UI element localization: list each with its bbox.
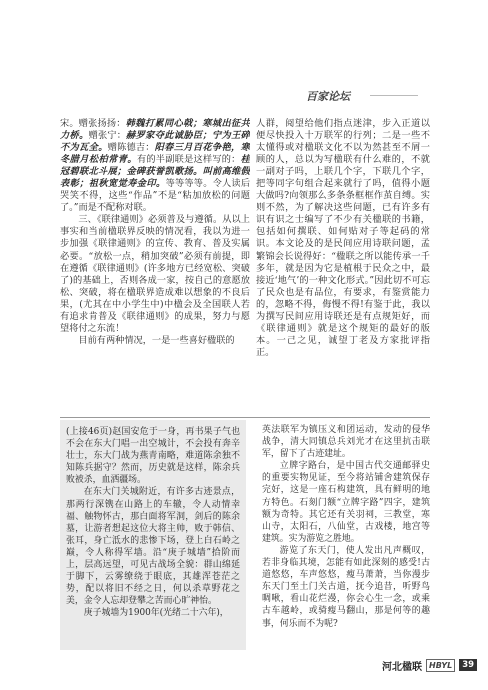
paragraph: 庚子城墙为1900年(光绪二十六年)， (83, 608, 229, 619)
paragraph: (上接46页)赵国安危于一身，再书果子气也不会在东大门唱一出空城计，不会投有奔辛壮士，东大门战为燕青南略，难道陈余独不知陈兵据守？然而，历史就是这样，陈余兵败被杀，血洒疆场。 (66, 427, 240, 486)
continued-article-column-right (262, 424, 430, 654)
paragraph: 三、《联律通则》必须普及与遵循。从以上事实和当前楹联界反映的情况看，我以为进一步加强《联律通则》的宣传、教育、普及实属必要。“放松一点，稍加突破”必须有前提，即在遵循《联律通则》(许多地方已经宽松、突破了)的基础上，否则各成一家，按自己的意愿放松、突破，将在楹联界造成难以想象的不良后果，(尤其在中小学生中)中楹会及全国联人若有追求肯普及《联律通则》的成果，努力与愿望将付之东流！ (60, 214, 250, 334)
paragraph: 游览了东天门，使人发出凡声概叹，若非身临其境，怎能有如此深刻的感受!古道悠悠，车声悠悠，瘦马萧萧，当你漫步东天门至土门关古道，抚今追昔，听野鸟啁啾，看山花烂漫，你会心生一念，或乘古车越岭，或骑瘦马翻山，那是何等的趣事，何乐而不为呢? (262, 545, 430, 629)
paragraph: 宋。赠张扬扬：韩魏打累同心戟；寒城出征共力桥。赠张宁：赫罗家夺此诚胁臣；宁为王碎不为瓦全。赠陈德吉：阳春三月百花争艳，寒冬腊月松柏常青。有的半副联是这样写的：桂冠碧联北斗展；金碑获誉凯歌扬。叫前高维假表彰；祖秋宽觉寿金印。等等等等。令人读后哭笑不得，这些“作品”不是“粘加放松的问题了。”而是不配称对联。 (60, 118, 250, 214)
paragraph: 目前有两种情况，一是一些喜好楹联的 (78, 334, 235, 346)
magazine-abbr: HBYL (426, 659, 455, 672)
continued-article-text (66, 426, 240, 620)
paragraph: 英法联军为镇压义和团运动，发动的侵华战争，清大同镇总兵刘光才在这里抗击联军，留下了古迹建址。 (262, 425, 430, 460)
page-footer (382, 658, 477, 672)
article-column-left (60, 118, 250, 418)
paragraph: 人群，阅望给他们指点迷津，步入正道以便尽快投入十万联军的行列；二是一些不太懂得或对楹联文化不以为然甚至不屑一顾的人，总以为写楹联有什么难的，不就一副对子吗，上联几个字，下联几个字，把等同字句组合起来就行了吗，值得小题大做吗?向领那么多条条框框作茧自缚。实则不然，为了解决这些问题，已有许多有识有识之士编写了不少有关楹联的书籍，包括如何撰联、如何贴对子等起码的常识。本文论及的是民间应用诗联问题，孟繁锦会长说得好：“楹联之所以能传承一千多年，就是因为它是植根于民众之中，最接近‘地气’的一种文化形式。”因此切不可忘了民众也是有品位，有要求，有鉴赏能力的，忽略不得，侮慢不得!有鉴于此，我以为撰写民间应用诗联还是有点规矩好，而《联律通则》就是这个规矩的最好的版本。一己之见，诚望丁老及方家批评指正。 (256, 118, 430, 358)
article-column-right (256, 118, 430, 418)
magazine-name: 河北楹联 (382, 661, 422, 673)
couplet-text: 韩魏打累同心戟；寒城出征共力桥。 (60, 118, 250, 142)
couplet-text: 桂冠碧联北斗展；金碑获誉凯歌扬。叫前高维假表彰；祖秋宽觉寿金印。 (60, 154, 250, 190)
header-rule (370, 95, 418, 96)
section-title: 百家论坛 (306, 90, 350, 103)
couplet-text: 阳春三月百花争艳，寒冬腊月松柏常青。 (60, 142, 250, 166)
couplet-text: 赫罗家夺此诚胁臣；宁为王碎不为瓦全。 (60, 130, 250, 154)
section-divider (60, 417, 430, 418)
page-number: 39 (459, 659, 477, 671)
paragraph: 立牌字路台，是中国古代交通邮驿史的重要实物见证，至今将站铺舍建筑保存完好，这是一座石构建筑，具有鲜明的地方特色。石刻门额“立牌字路”四字，建筑额为奇特。其它还有关羽祠，三教堂，寒山寺，太阳石，八仙堂，古戏楼，地宫等建筑。实为游览之胜地。 (262, 461, 430, 544)
continued-article-box (60, 420, 246, 650)
paragraph: 在东大门关城附近，有许多古迹景点，那两行深镌在山路上的车辙，令人动情幸福、触物怀古，那白面将军洞，剑后的陈余墓，让游者想起这位大将主帅，败于韩信、张耳，身亡泜水的悲惨下场，登上白石岭之巅，令人称得军墙。沿“庚子城墙”拾阶而上，层高远望，可见古战场全貌：群山绵延于脚下，云雾缭绕于眼底，其雄浑苍茫之势，配以将旧不经之日，何以杀草野花之美，金令人忘却登攀之苦而心旷神怡。 (66, 487, 240, 607)
